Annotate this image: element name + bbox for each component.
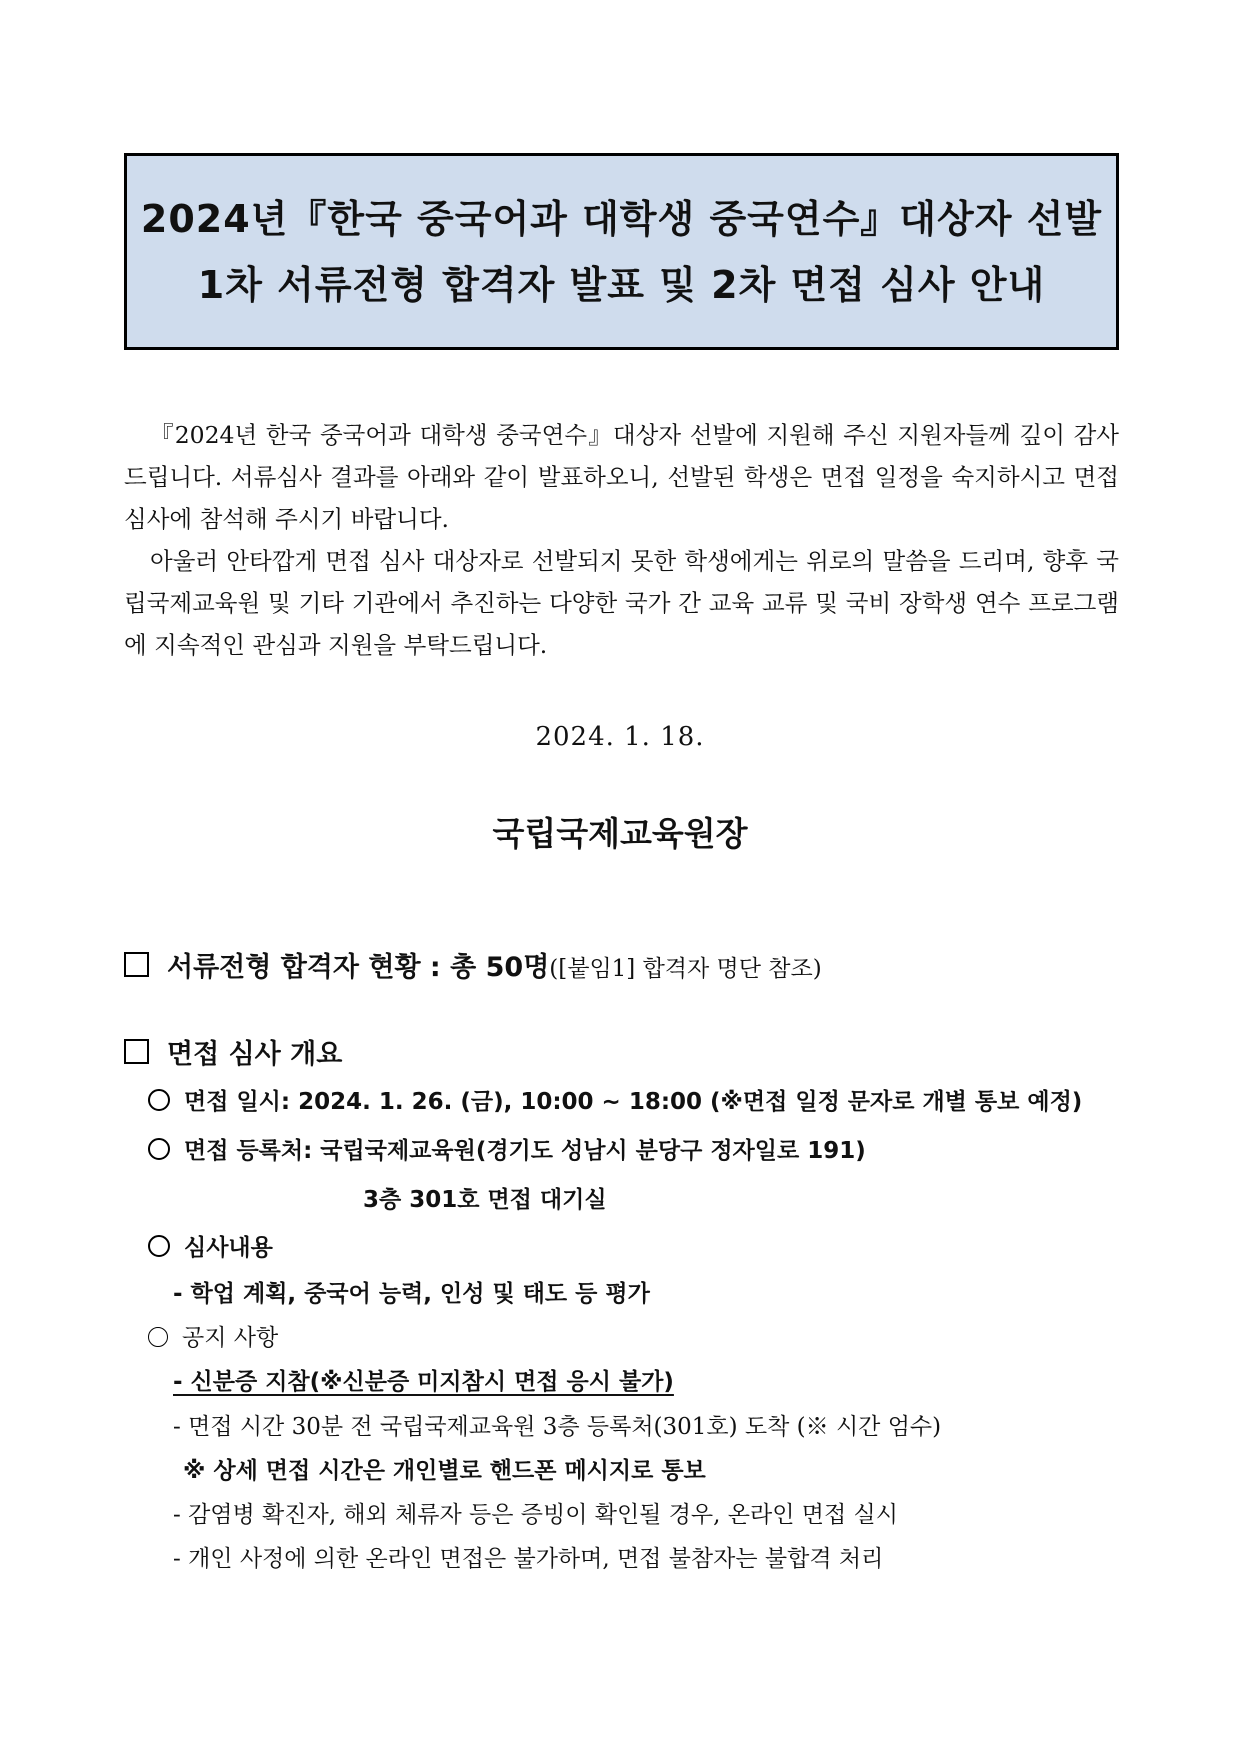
- evaluation-content-item: - 학업 계획, 중국어 능력, 인성 및 태도 등 평가: [173, 1281, 650, 1307]
- notice-item-online: - 감염병 확진자, 해외 체류자 등은 증빙이 확인될 경우, 온라인 면접 실시: [173, 1502, 898, 1528]
- evaluation-content: [148, 1229, 273, 1262]
- circle-bullet-icon: [148, 1327, 168, 1347]
- evaluation-content-heading: 심사내용: [184, 1235, 273, 1261]
- title-box: [124, 153, 1119, 350]
- signer: 국립국제교육원장: [492, 814, 748, 853]
- checkbox-square-icon: [124, 1039, 149, 1064]
- interview-schedule: [148, 1083, 1082, 1116]
- notice-item-message: ※ 상세 면접 시간은 개인별로 핸드폰 메시지로 통보: [183, 1458, 706, 1484]
- intro-paragraph-2: 아울러 안타깝게 면접 심사 대상자로 선발되지 못한 학생에게는 위로의 말씀을 드리며, 향후 국립국제교육원 및 기타 기관에서 추진하는 다양한 국가 간 교육 교류 및 국비 장학생 연수 프로그램에 지속적인 관심과 지원을 부탁드립니다.: [124, 547, 1119, 659]
- notice-item-arrival: - 면접 시간 30분 전 국립국제교육원 3층 등록처(301호) 도착 (※ 시간 엄수): [173, 1414, 942, 1440]
- notice-item-absence: - 개인 사정에 의한 온라인 면접은 불가하며, 면접 불참자는 불합격 처리: [173, 1546, 884, 1572]
- document-date: 2024. 1. 18.: [535, 722, 705, 752]
- circle-bullet-icon: [148, 1235, 170, 1257]
- section-interview-heading: 면접 심사 개요: [167, 1039, 343, 1070]
- intro-text: [124, 414, 1119, 666]
- title-line-1: 2024년『한국 중국어과 대학생 중국연수』대상자 선발: [140, 196, 1103, 241]
- interview-venue-text: 면접 등록처: 국립국제교육원(경기도 성남시 분당구 정자일로 191): [184, 1138, 866, 1164]
- section-passed-reference: ([붙임1] 합격자 명단 참조): [549, 956, 822, 982]
- interview-venue-room: 3층 301호 면접 대기실: [363, 1187, 607, 1213]
- circle-bullet-icon: [148, 1089, 170, 1111]
- section-passed-heading: 서류전형 합격자 현황 : 총 50명: [167, 952, 550, 983]
- section-passed-applicants: [124, 945, 822, 984]
- notice: [148, 1319, 278, 1352]
- interview-venue: [148, 1132, 866, 1165]
- notice-heading: 공지 사항: [182, 1325, 279, 1351]
- title-line-2: 1차 서류전형 합격자 발표 및 2차 면접 심사 안내: [197, 262, 1046, 307]
- interview-schedule-text: 면접 일시: 2024. 1. 26. (금), 10:00 ~ 18:00 (※면접 일정 문자로 개별 통보 예정): [184, 1089, 1083, 1115]
- intro-paragraph-1: 『2024년 한국 중국어과 대학생 중국연수』대상자 선발에 지원해 주신 지원자들께 깊이 감사드립니다. 서류심사 결과를 아래와 같이 발표하오니, 선발된 학생은 면접 일정을 숙지하시고 면접 심사에 참석해 주시기 바랍니다.: [124, 421, 1119, 533]
- circle-bullet-icon: [148, 1138, 170, 1160]
- notice-item-id-card: - 신분증 지참(※신분증 미지참시 면접 응시 불가): [173, 1369, 674, 1395]
- section-interview-overview: [124, 1032, 342, 1071]
- checkbox-square-icon: [124, 952, 149, 977]
